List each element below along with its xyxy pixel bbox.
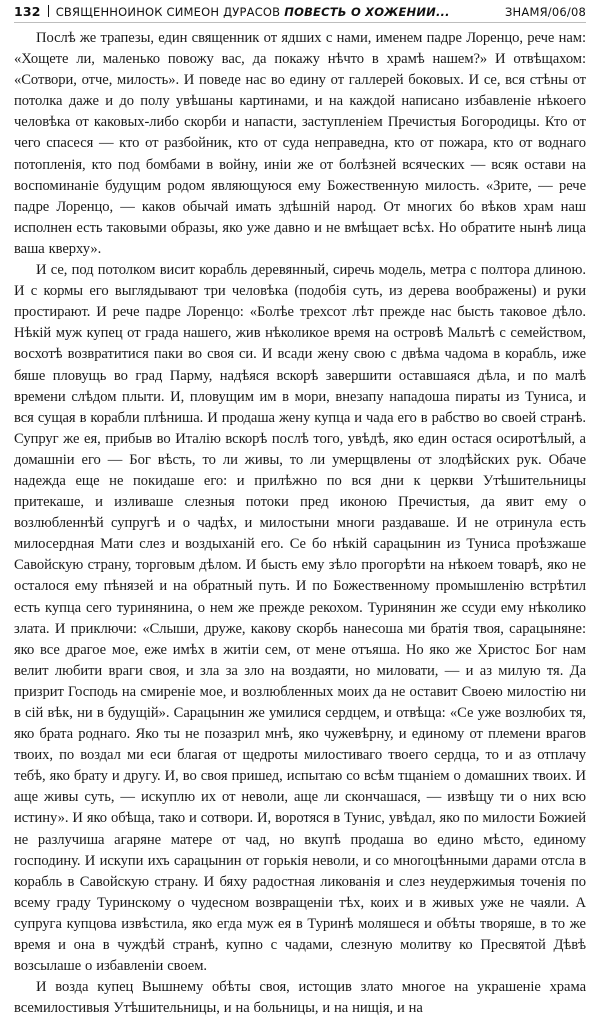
page-number: 132	[14, 4, 41, 19]
paragraph: И се, под потолком висит корабль деревянный, сиречь модель, метра с полтора длиною. И с кормы его выглядывают три человѣка (подобія суть, из дерева воображены) и руки простирают. И рече падре Лоренцо: «Болѣе трехсот лѣт прежде нас бысть таковое дѣло. Нѣкій муж купец от града нашего, жив нѣколикое время на островѣ Мальтѣ с семейством, восхотѣ возвратитися паки во своя си. И всади жену свою с двѣма чадома в корабль, иже бяше пловущь во град Парму, надѣяся вскорѣ завершити оставшаяся дѣла, и по малѣ времени слѣдом плыти. И, пловущим им в мори, внезапу нападоша пираты из Туниса, и вся сущая в корабли плѣниша. И продаша жену купца и чада его в рабство во своей странѣ. Супруг же ея, прибыв во Италію вскорѣ послѣ того, увѣдѣ, яко един остася осиротѣлый, а домашніи его — Бог вѣсть, то ли живы, то ли умерщвлены от злодѣйских рук. Обаче надежда еще не покидаше его: и прилѣжно по вся дни к церкви Утѣшительницы притекаше, и изливаше слезныя потоки пред иконою Пречистыя, да явит ему о возлюбленнѣй супругѣ и о чадѣх, и милостыни многи раздаваше. И не отринула есть милосердная Мати слез и воздыханій его. Се бо нѣкій сарацынин из Туниса проѣзжаше Савойскую страну, торговым дѣлом. И бысть ему зѣло прогорѣти на нѣкоем товарѣ, яко не осталося ему пѣнязей и на обратный путь. И по Божественному промышленію встрѣтил есть купца сего туринянина, о нем же прежде рекохом. Туринянин же ссуди ему нѣколико злата. И приключи: «Слыши, друже, какову скорбь нанесоша ми братія твоя, сарацыняне: яко все драгое мое, еже имѣх в житіи сем, от мене отъяша. Но яко же Христос Бог нам велит любити враги своя, и зла за зло на воздаяти, но миловати, — и аз милую тя. Да призрит Господь на смиреніе мое, и возлюбленных моих да не оставит Своею милостію ни в сій вѣк, ни в будущій». Сарацынин же умилися сердцем, и отвѣща: «Се уже возлюбих тя, яко брата роднаго. Яко ты не позазрил мнѣ, яко чужевѣрну, и единому от племени врагов твоих, по воздал ми еси благая от щедроты милостиваго твоего сердца, то и аз отплачу тебѣ, яко брату и другу. И, во своя пришед, испытаю со всѣм тщаніем о домашних твоих. И аще живы суть, — искуплю их от неволи, аще ли скончашася, — извѣщу ти о них всю истину». И яко обѣща, тако и сотвори. И, воротяся в Тунис, увѣдал, яко по милости Божией не разлучиша агаряне матере от чад, но вкупѣ продаша во едино мѣсто, единому господину. И искупи ихъ сарацынин от горькія неволи, и со многоцѣнными дарами отсла в корабль в Савойскую страну. И бяху радостная ликованія и слез неудержимыя точенія по всему граду Туринскому о чудесном возвращеніи тѣх, коих и в живых уже не чаяли. А супруга купцова извѣстила, яко егда муж ея в Туринѣ моляшеся и обѣты творяше, в то же время и она в чуждѣй странѣ, купно с чадами, слезную молитву ко Пресвятой Дѣвѣ возсылаше о избавленіи своем.	[14, 262, 586, 975]
running-header	[14, 4, 586, 23]
paragraph: И возда купец Вышнему обѣты своя, истощив злато многое на украшеніе храма всемилостивыя Утѣшительницы, и на больницы, и на нищія, и на	[14, 979, 586, 1017]
header-author: СВЯЩЕННОИНОК СИМЕОН ДУРАСОВ	[55, 5, 281, 19]
header-title: ПОВЕСТЬ О ХОЖЕНИИ...	[284, 5, 450, 19]
header-journal: ЗНАМЯ/06/08	[504, 5, 586, 19]
body-text	[14, 28, 586, 1019]
header-divider	[48, 5, 49, 17]
paragraph: Послѣ же трапезы, един священник от ядших с нами, именем падре Лоренцо, рече нам: «Хощете ли, маленько повожу вас, да покажу нѣчто в храмѣ нашем?» И отвѣщахом: «Сотвори, отче, милость». И поведе нас во едину от галлерей боковых. И се, вся стѣны от потолка даже и до полу увѣшаны картинами, и на каждой написано избавленіе нѣкоего человѣка от каковых-либо скорби и напасти, заступленіем Пречистыя Богородицы. Кто от чего спасеся — кто от разбойник, кто от суда неправедна, кто от пожара, кто от воднаго потопленія, кто под бомбами в войну, иніи же от болѣзней всяческих — всяк остави на воспоминаніе будущим родом являющуюся ему Божественную милость. «Зрите, — рече падре Лоренцо, — каков обычай имать здѣшній народ. От многих бо вѣков храм наш исполнен есть таковыми образы, яко уже давно и не вмѣщает всѣх. Но обратите нынѣ лица ваша кверху».	[14, 30, 586, 257]
